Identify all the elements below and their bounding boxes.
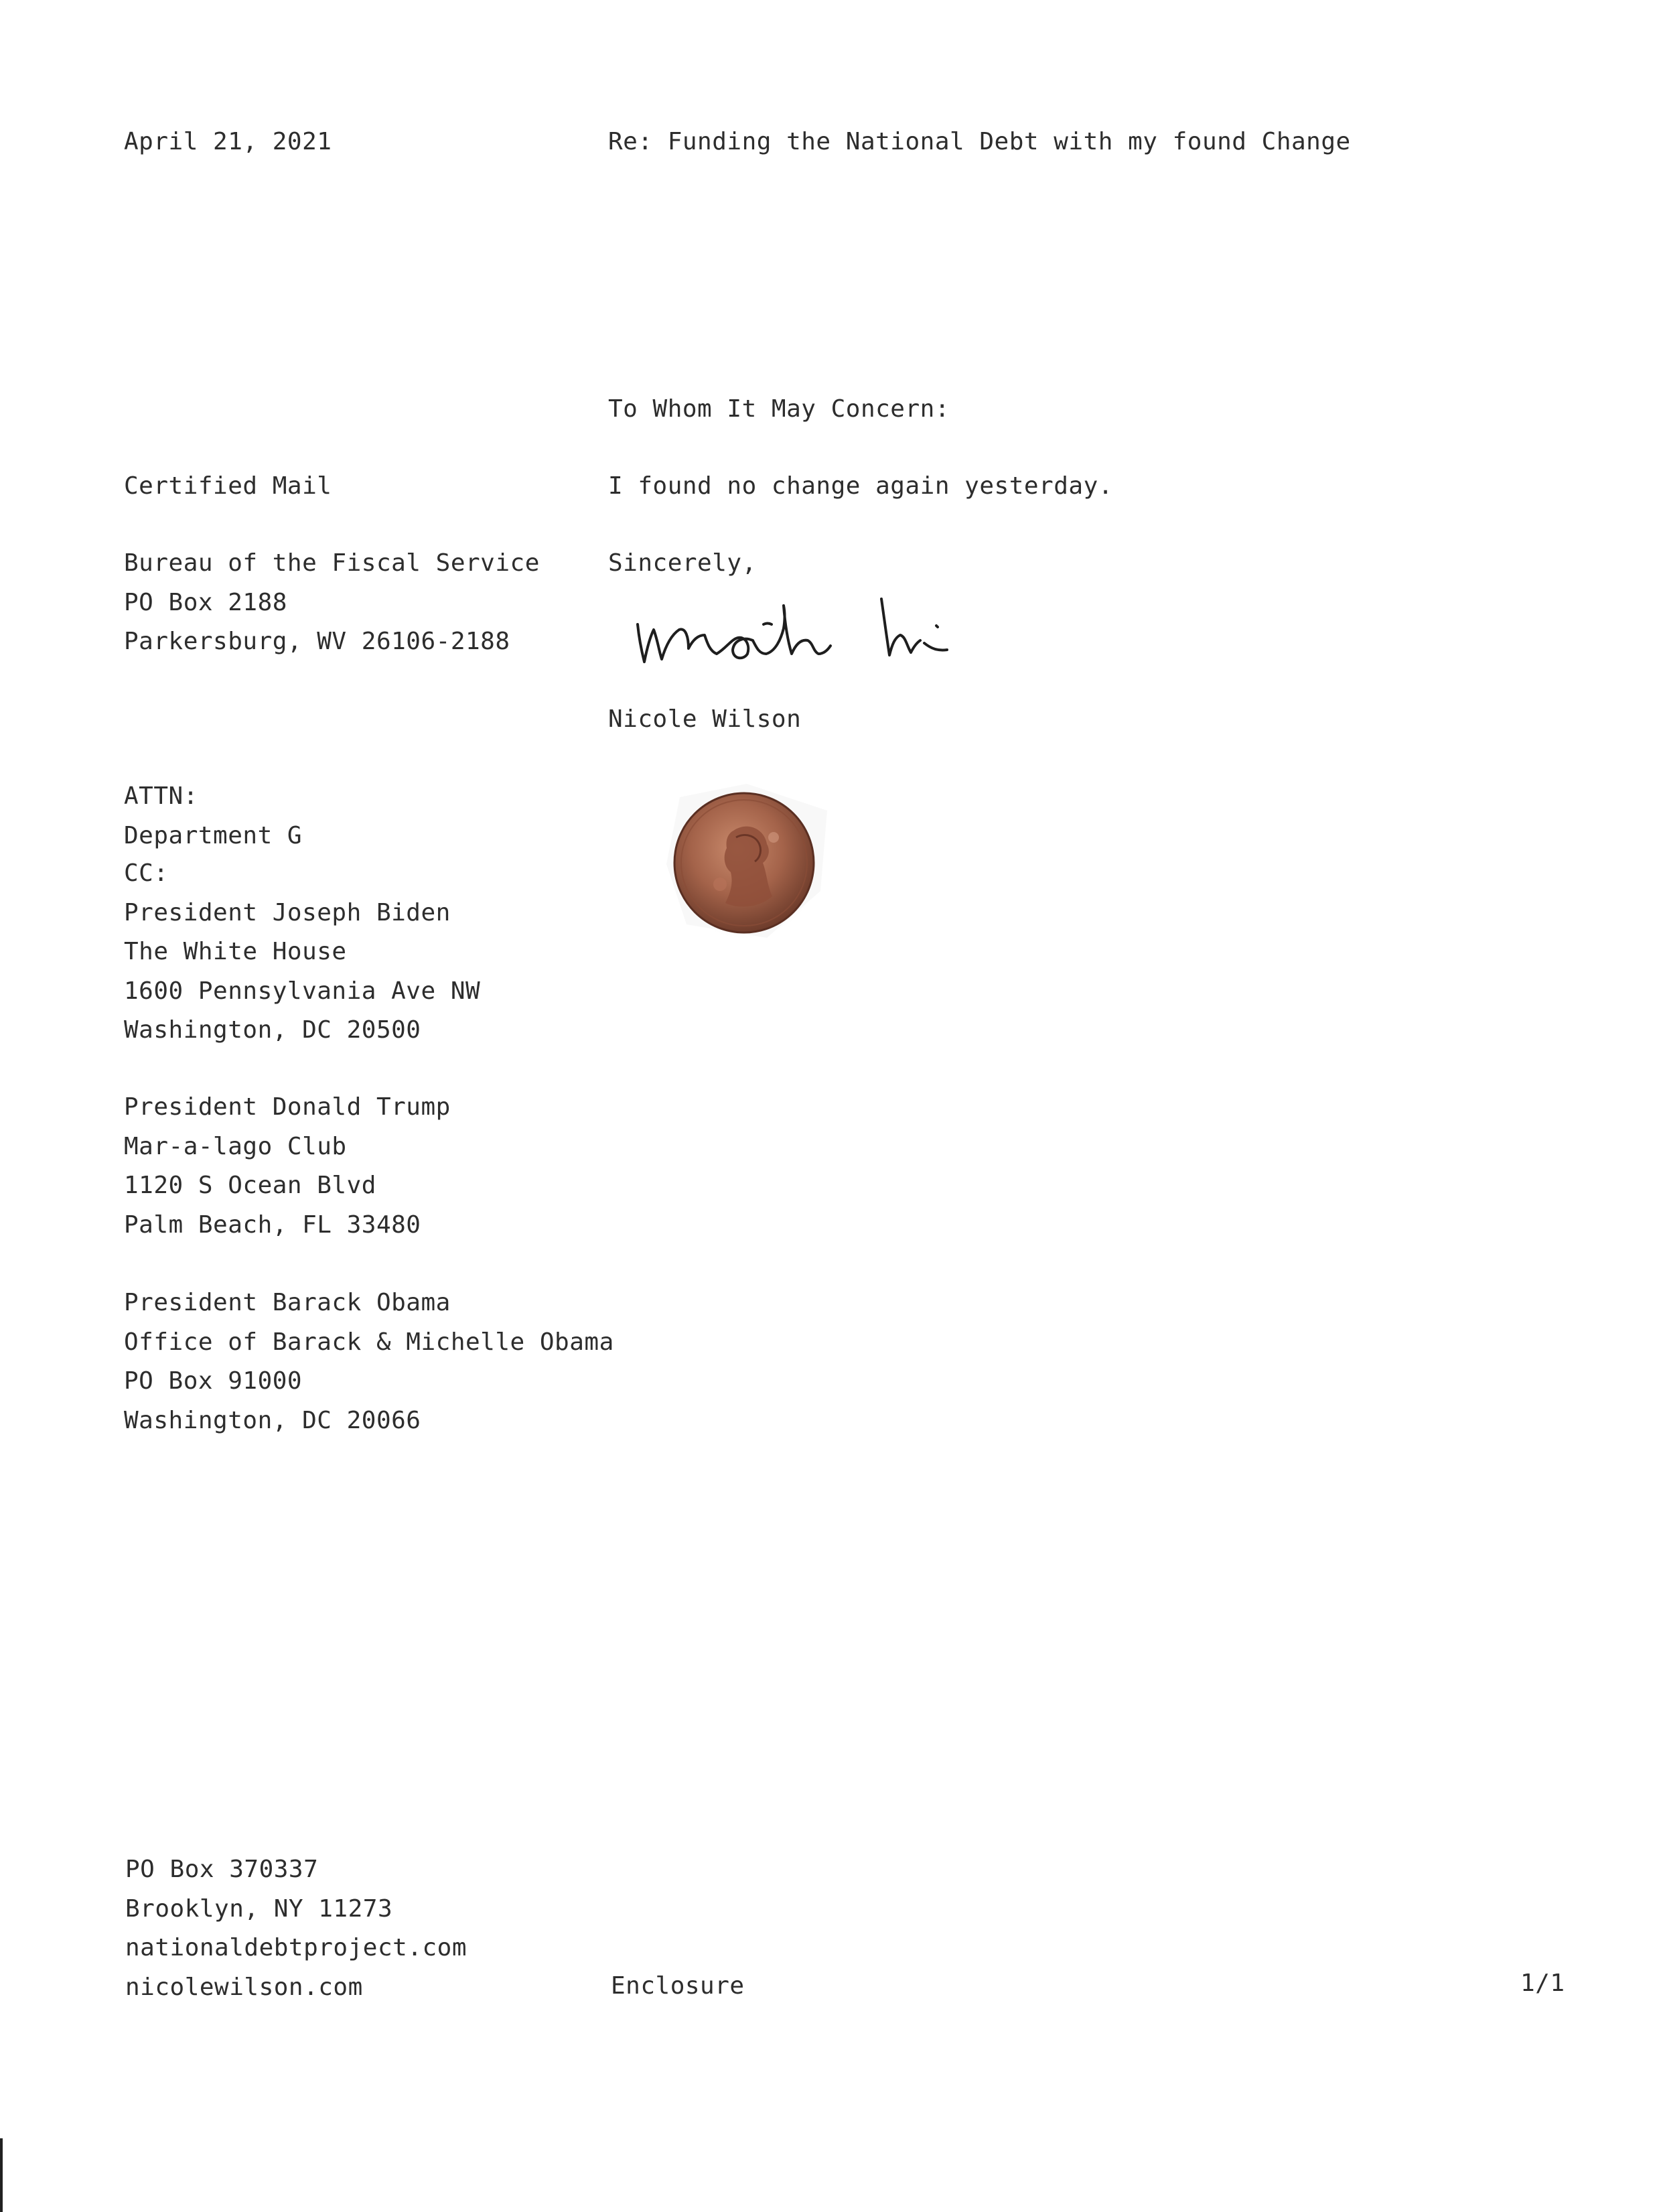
sender-website: nationaldebtproject.com <box>125 1934 467 1961</box>
cc-label: CC: <box>124 859 169 887</box>
signature-image <box>632 576 981 683</box>
address-line: PO Box 2188 <box>124 588 287 616</box>
address-line: The White House <box>124 938 347 965</box>
address-line: President Barack Obama <box>124 1289 451 1316</box>
address-line: 1600 Pennsylvania Ave NW <box>124 977 481 1005</box>
address-line: Mar-a-lago Club <box>124 1132 347 1160</box>
sender-website: nicolewilson.com <box>125 1973 363 2001</box>
address-line: Palm Beach, FL 33480 <box>124 1211 421 1239</box>
address-line: Brooklyn, NY 11273 <box>125 1894 393 1923</box>
closing: Sincerely, <box>608 549 757 577</box>
attn-label: ATTN: <box>124 782 198 810</box>
address-line: 1120 S Ocean Blvd <box>124 1172 376 1199</box>
sender-address <box>125 1850 467 2007</box>
scan-edge-mark <box>0 2138 3 2212</box>
signer-name: Nicole Wilson <box>608 705 802 733</box>
cc-obama-block <box>124 1284 614 1440</box>
address-line: Washington, DC 20500 <box>124 1016 421 1044</box>
letter-body: I found no change again yesterday. <box>608 472 1113 500</box>
address-line: Office of Barack & Michelle Obama <box>124 1328 614 1356</box>
address-line: Parkersburg, WV 26106-2188 <box>124 628 510 655</box>
address-line: President Donald Trump <box>124 1093 451 1121</box>
cc-trump-block <box>124 1088 451 1245</box>
cc-biden-block <box>124 854 480 1050</box>
address-line: PO Box 91000 <box>124 1367 303 1395</box>
page-number: 1/1 <box>1520 1969 1565 1997</box>
address-line: Bureau of the Fiscal Service <box>124 549 540 577</box>
enclosure-label: Enclosure <box>611 1972 745 2000</box>
letter-date: April 21, 2021 <box>124 128 332 155</box>
salutation: To Whom It May Concern: <box>608 395 950 423</box>
recipient-address <box>124 544 540 662</box>
attn-block <box>124 777 302 855</box>
mail-type: Certified Mail <box>124 472 332 500</box>
address-line: President Joseph Biden <box>124 898 451 926</box>
letter-subject: Re: Funding the National Debt with my found Change <box>608 128 1351 155</box>
attn-department: Department G <box>124 821 303 849</box>
address-line: PO Box 370337 <box>125 1856 319 1883</box>
address-line: Washington, DC 20066 <box>124 1406 421 1434</box>
penny-coin-image <box>666 784 827 945</box>
